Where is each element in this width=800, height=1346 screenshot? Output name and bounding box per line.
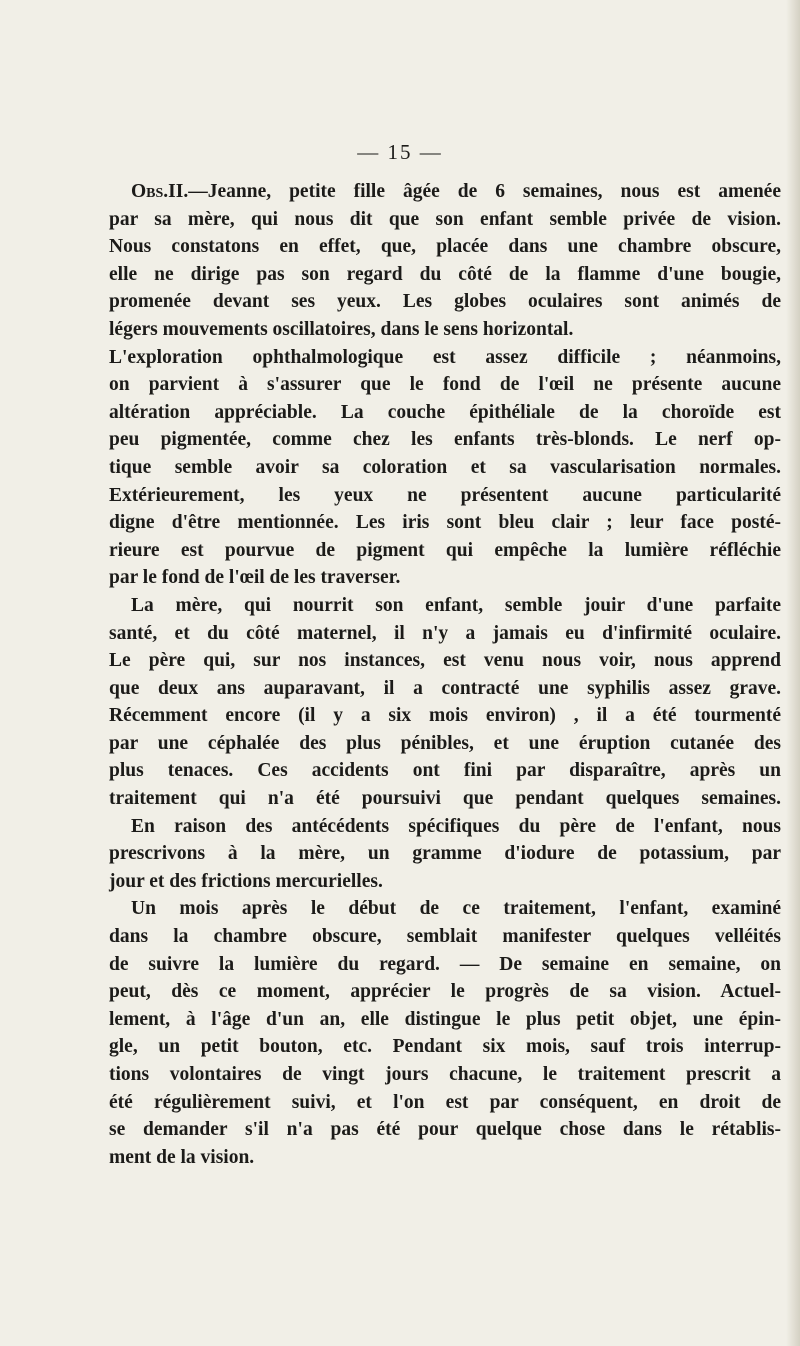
text-line: santé, et du côté maternel, il n'y a jamais eu d'infirmité oculaire. xyxy=(109,622,781,644)
text-line: été régulièrement suivi, et l'on est par conséquent, en droit de xyxy=(109,1091,781,1113)
text-line: Extérieurement, les yeux ne présentent aucune particularité xyxy=(109,484,781,506)
text-line: altération appréciable. La couche épithéliale de la choroïde est xyxy=(109,401,781,423)
text-line: rieure est pourvue de pigment qui empêche la lumière réfléchie xyxy=(109,539,781,561)
text-line: jour et des frictions mercurielles. xyxy=(109,870,383,892)
text-line: digne d'être mentionnée. Les iris sont bleu clair ; leur face posté- xyxy=(109,512,781,534)
text-line: gle, un petit bouton, etc. Pendant six mois, sauf trois interrup- xyxy=(109,1036,781,1058)
text-line: que deux ans auparavant, il a contracté une syphilis assez grave. xyxy=(109,677,781,699)
text-line: peut, dès ce moment, apprécier le progrès de sa vision. Actuel- xyxy=(109,981,781,1003)
text-line: par sa mère, qui nous dit que son enfant semble privée de vision. xyxy=(109,208,781,230)
text-line: lement, à l'âge d'un an, elle distingue le plus petit objet, une épin- xyxy=(109,1008,781,1030)
text-line: Un mois après le début de ce traitement, l'enfant, examiné xyxy=(131,898,781,920)
text-line: plus tenaces. Ces accidents ont fini par disparaître, après un xyxy=(109,760,781,782)
body-text xyxy=(109,178,781,1171)
text-line: tique semble avoir sa coloration et sa vascularisation normales. xyxy=(109,456,781,478)
text-line: ment de la vision. xyxy=(109,1146,255,1168)
text-line: En raison des antécédents spécifiques du père de l'enfant, nous xyxy=(131,815,781,837)
text-line: Récemment encore (il y a six mois environ) , il a été tourmenté xyxy=(109,705,781,727)
text-line: Le père qui, sur nos instances, est venu nous voir, nous apprend xyxy=(109,650,781,672)
text-line: promenée devant ses yeux. Les globes oculaires sont animés de xyxy=(109,291,781,313)
text-line: traitement qui n'a été poursuivi que pendant quelques semaines. xyxy=(109,788,781,810)
text-line: prescrivons à la mère, un gramme d'iodure de potassium, par xyxy=(109,843,781,865)
text-line: dans la chambre obscure, semblait manifester quelques velléités xyxy=(109,926,781,948)
observation-heading-text: —Jeanne, petite fille âgée de 6 semaines, nous est amenée xyxy=(188,181,781,202)
text-line: se demander s'il n'a pas été pour quelque chose dans le rétablis- xyxy=(109,1119,781,1141)
page-number: — 15 — xyxy=(357,140,443,164)
text-line: Nous constatons en effet, que, placée dans une chambre obscure, xyxy=(109,236,781,258)
text-line: La mère, qui nourrit son enfant, semble jouir d'une parfaite xyxy=(131,594,781,616)
text-line: tions volontaires de vingt jours chacune, le traitement prescrit a xyxy=(109,1064,781,1085)
text-line: elle ne dirige pas son regard du côté de la flamme d'une bougie, xyxy=(109,263,781,285)
observation-heading-line xyxy=(109,178,781,206)
text-line: légers mouvements oscillatoires, dans le sens horizontal. xyxy=(109,318,574,340)
observation-label: Obs.II. xyxy=(131,181,189,202)
text-line: par une céphalée des plus pénibles, et une éruption cutanée des xyxy=(109,732,781,754)
text-line: peu pigmentée, comme chez les enfants très-blonds. Le nerf op- xyxy=(109,429,781,451)
text-line: L'exploration ophthalmologique est assez difficile ; néanmoins, xyxy=(109,346,781,368)
page-edge-shadow xyxy=(786,0,800,1346)
text-line: on parvient à s'assurer que le fond de l'œil ne présente aucune xyxy=(109,374,781,396)
text-line: de suivre la lumière du regard. — De semaine en semaine, on xyxy=(109,953,781,975)
text-line: par le fond de l'œil de les traverser. xyxy=(109,567,401,589)
